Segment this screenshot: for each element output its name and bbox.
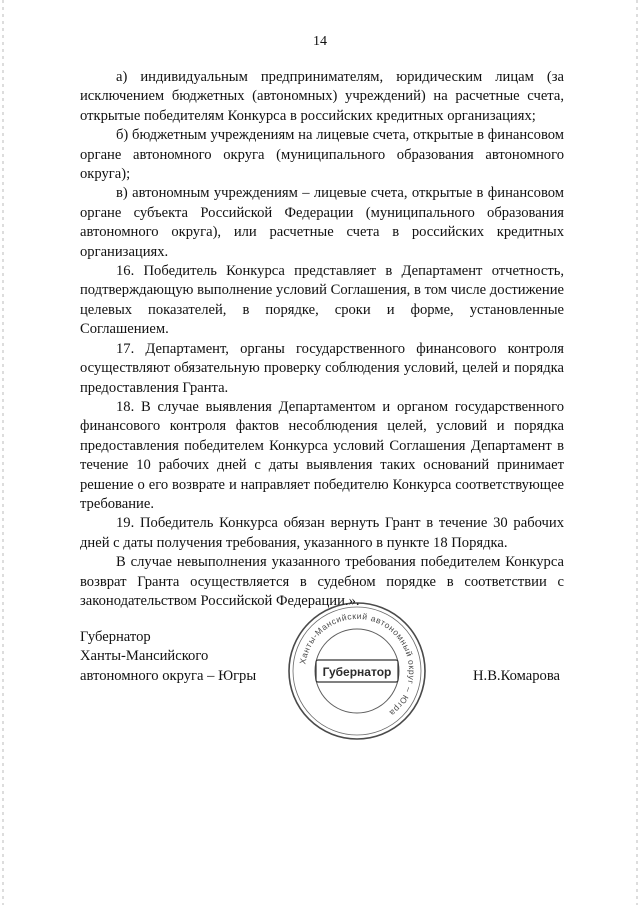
signer-title-line-1: Губернатор — [80, 629, 151, 645]
signer-title-line-3: автономного округа – Югры — [80, 667, 257, 684]
paragraph-19: 19. Победитель Конкурса обязан вернуть Грант в течение 30 рабочих дней с даты получения требования, указанного в пункте 18 Порядка. — [80, 515, 564, 551]
paragraph-a: а) индивидуальным предпринимателям, юридическим лицам (за исключением бюджетных (автономных) учреждений) на расчетные счета, открытые победителям Конкурса в российских кредитных организациях; — [80, 69, 564, 124]
document-body — [80, 68, 564, 611]
signature-block — [80, 628, 256, 686]
signer-name: Н.В.Комарова — [473, 668, 560, 684]
seal-center-text: Губернатор — [322, 665, 392, 679]
paragraph-b: б) бюджетным учреждениям на лицевые счета, открытые в финансовом органе автономного округа (муниципального образования автономного округа); — [80, 127, 564, 183]
paragraph-v: в) автономным учреждениям – лицевые счета, открытые в финансовом органе субъекта Российской Федерации (муниципального образования автономного округа), или расчетные счета в российских кредитных организациях. — [80, 185, 564, 260]
paragraph-16: 16. Победитель Конкурса представляет в Департамент отчетность, подтверждающую выполнение условий Соглашения, в том числе достижение целевых показателей, в порядке, сроки и форме, установленные Соглашением. — [80, 263, 564, 338]
paragraph-17: 17. Департамент, органы государственного финансового контроля осуществляют обязательную проверку соблюдения условий, целей и порядка предоставления Гранта. — [80, 340, 564, 396]
paragraph-18: 18. В случае выявления Департаментом и органом государственного финансового контроля фактов несоблюдения целей, условий и порядка предоставления победителем Конкурса условий Соглашения Департамент в течение 10 рабочих дней с даты выявления таких оснований принимает решение о его возврате и направляет победителю Конкурса соответствующее требование. — [80, 398, 564, 512]
page-number: 14 — [313, 34, 327, 49]
signer-title-line-2: Ханты-Мансийского — [80, 648, 209, 665]
scan-edge-left — [2, 0, 4, 905]
official-seal — [286, 600, 428, 742]
scan-edge-right — [636, 0, 638, 905]
seal-ring-text: Ханты-Мансийский автономный округ – Югра — [297, 610, 418, 719]
paragraph-final: В случае невыполнения указанного требования победителем Конкурса возврат Гранта осуществляется в судебном порядке в соответствии с законодательством Российской Федерации.». — [80, 554, 564, 609]
